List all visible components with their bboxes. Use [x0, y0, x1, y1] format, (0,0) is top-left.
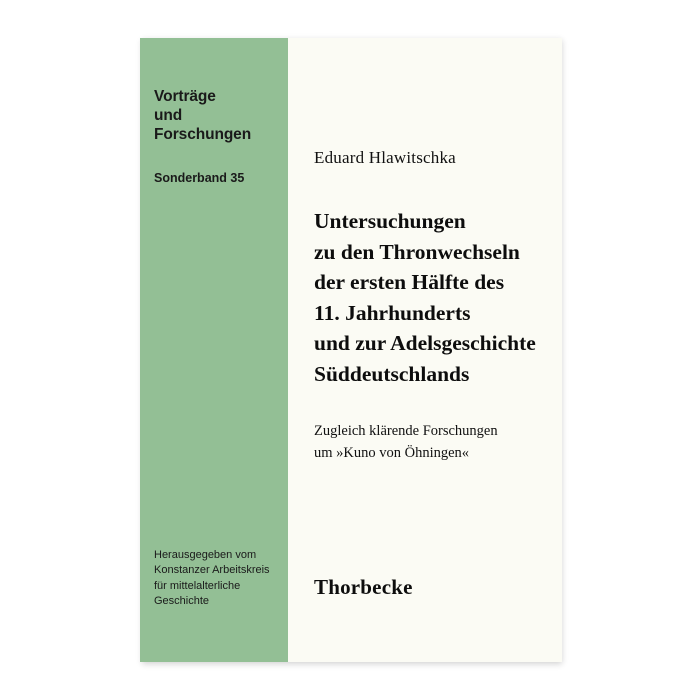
title-line-1: Untersuchungen [314, 209, 466, 233]
title-line-2: zu den Thronwechseln [314, 239, 520, 264]
volume-label: Sonderband 35 [154, 170, 245, 185]
editor-block [140, 548, 288, 610]
title-line-5: und zur Adelsgeschichte [314, 331, 536, 356]
series-title-line-1: Vorträge [154, 88, 216, 105]
book-cover [140, 38, 560, 662]
title-line-3: der ersten Hälfte des [314, 270, 505, 295]
editor-line-4: Geschichte [154, 595, 210, 608]
editor-line-2: Konstanzer Arbeitskreis [154, 564, 270, 577]
publisher-name: Thorbecke [314, 575, 413, 599]
title-line-4: 11. Jahrhunderts [314, 300, 471, 325]
author-name: Eduard Hlawitschka [314, 148, 456, 167]
subtitle-line-2: um »Kuno von Öhningen« [314, 444, 470, 461]
title-line-6: Süddeutschlands [314, 361, 470, 386]
editor-line-3: für mittelalterliche [154, 579, 241, 592]
subtitle-line-1: Zugleich klärende Forschungen [314, 423, 498, 440]
cover-spine-panel [140, 38, 288, 662]
book-title [314, 206, 536, 389]
book-subtitle [314, 421, 536, 465]
series-block [140, 88, 288, 185]
series-title-line-2: und Forschungen [154, 106, 252, 143]
editor-line-1: Herausgegeben vom [154, 548, 257, 561]
cover-front-panel [288, 38, 562, 662]
